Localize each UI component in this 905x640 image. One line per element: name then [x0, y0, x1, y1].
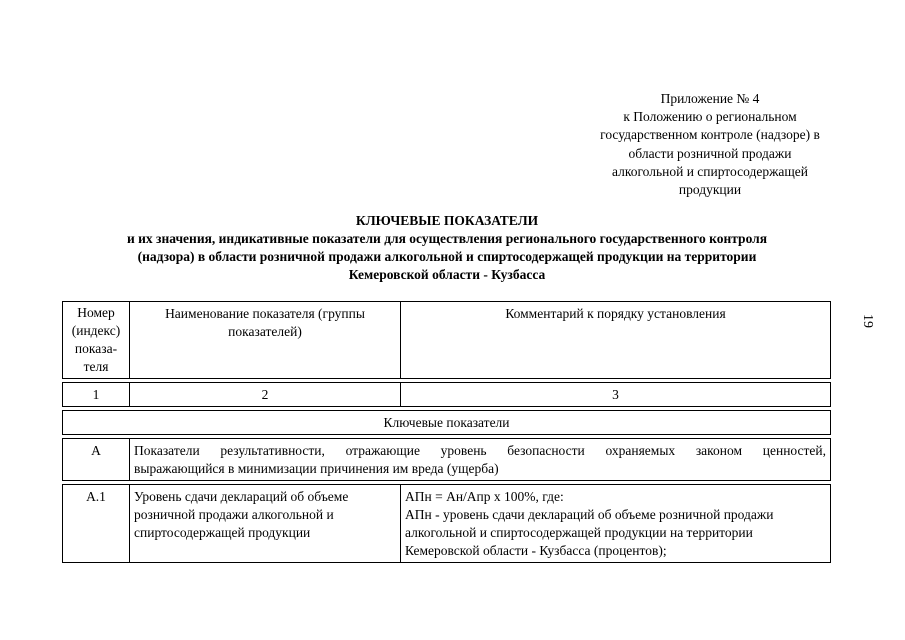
document-subtitle-line: (надзора) в области розничной продажи алкогольной и спиртосодержащей продукции на территории [137, 249, 757, 264]
section-row [62, 410, 831, 435]
appendix-line: продукции [678, 182, 742, 198]
document-subtitle-line: и их значения, индикативные показатели для осуществления регионального государственного контроля [126, 231, 768, 246]
header-name-cell [130, 301, 401, 379]
appendix-note [560, 90, 860, 199]
header-name-line: показателей) [228, 324, 302, 339]
header-index-line: показа- [74, 341, 118, 356]
row-comment-line: АПн = Ан/Апр х 100%, где: [405, 489, 564, 504]
appendix-line: к Положению о региональном [623, 109, 797, 125]
numbering-cell: 2 [130, 382, 401, 407]
page-number: 19 [860, 314, 875, 328]
section-title-cell: Ключевые показатели [62, 410, 831, 435]
row-name-line: розничной продажи алкогольной и [134, 507, 334, 522]
row-name-line: спиртосодержащей продукции [134, 525, 311, 540]
header-comment-cell: Комментарий к порядку установления [401, 301, 831, 379]
header-name-line: Наименование показателя (группы [165, 306, 365, 321]
row-comment-line: алкогольной и спиртосодержащей продукции на территории [405, 525, 753, 540]
header-index-line: Номер [77, 305, 115, 320]
document-subtitle-line: Кемеровской области - Кузбасса [348, 267, 546, 282]
appendix-line: государственном контроле (надзоре) в [600, 127, 820, 143]
numbering-cell: 1 [62, 382, 130, 407]
row-name-cell [130, 484, 401, 563]
table-header-row [62, 301, 831, 379]
row-text-line: выражающийся в минимизации причинения им вреда (ущерба) [134, 461, 499, 476]
numbering-row [62, 382, 831, 407]
row-index-cell: А [62, 438, 130, 481]
header-index-line: теля [83, 359, 109, 374]
table-row [62, 438, 831, 481]
row-index-cell: А.1 [62, 484, 130, 563]
row-text-line: Показатели результативности, отражающие уровень безопасности охраняемых законом ценностей, [134, 443, 826, 458]
document-title: КЛЮЧЕВЫЕ ПОКАЗАТЕЛИ [355, 213, 539, 228]
row-comment-line: Кемеровской области - Кузбасса (процентов); [405, 543, 667, 558]
header-index-line: (индекс) [71, 323, 121, 338]
header-index-cell [62, 301, 130, 379]
document-heading [62, 212, 832, 284]
row-name-line: Уровень сдачи деклараций об объеме [134, 489, 349, 504]
row-text-cell [130, 438, 831, 481]
row-comment-line: АПн - уровень сдачи деклараций об объеме розничной продажи [405, 507, 774, 522]
appendix-line: алкогольной и спиртосодержащей [611, 163, 809, 179]
indicators-table [62, 298, 831, 566]
appendix-line: Приложение № 4 [660, 91, 760, 106]
numbering-cell: 3 [401, 382, 831, 407]
appendix-line: области розничной продажи [628, 145, 792, 161]
table-row [62, 484, 831, 563]
row-comment-cell [401, 484, 831, 563]
